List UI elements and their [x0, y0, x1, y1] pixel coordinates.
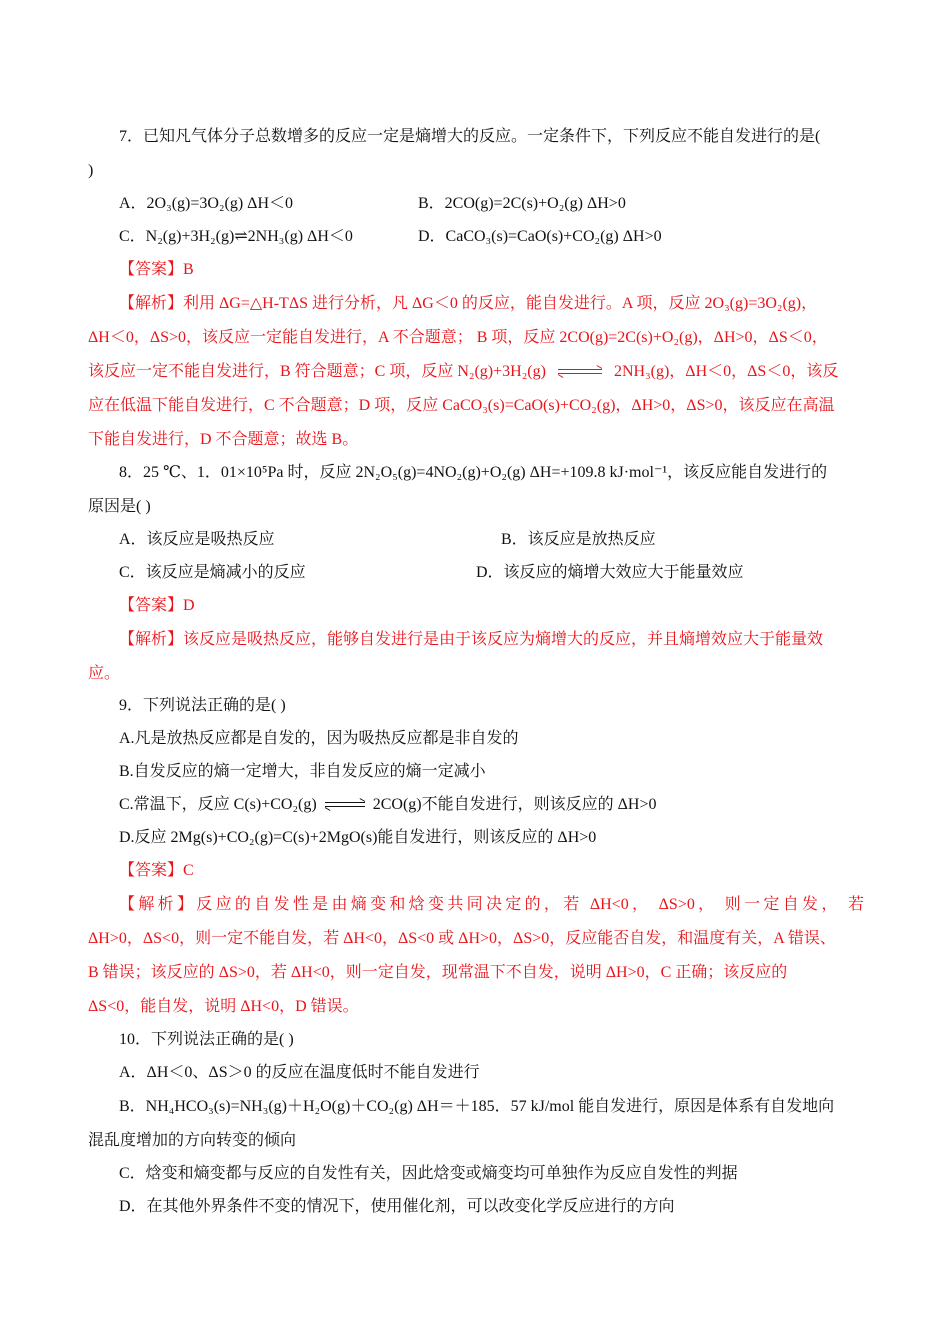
q9-analysis-line3: B 错误；该反应的 ΔS>0，若 ΔH<0，则一定自发，现常温下不自发，说明 ΔH>0，C 正确；该反应的	[88, 964, 788, 981]
q9-option-b: B.自发反应的熵一定增大，非自发反应的熵一定减小	[119, 763, 486, 780]
q7-option-a: A．2O₃(g)=3O₂(g) ΔH＜0	[119, 195, 294, 212]
q10-option-d: D．在其他外界条件不变的情况下，使用催化剂，可以改变化学反应进行的方向	[119, 1198, 675, 1215]
equilibrium-arrow-icon	[558, 368, 602, 376]
q9-analysis-line1: 【解析】反应的自发性是由熵变和焓变共同决定的，若 ΔH<0， ΔS>0， 则一定自发， 若	[119, 896, 864, 913]
q8-stem-line1: 8．25 ℃、1．01×10⁵Pa 时，反应 2N₂O₅(g)=4NO₂(g)+O₂(g) ΔH=+109.8 kJ·mol⁻¹，该反应能自发进行的	[119, 464, 828, 481]
q8-answer: 【答案】D	[119, 597, 195, 614]
q10-option-b-line2: 混乱度增加的方向转变的倾向	[88, 1132, 297, 1149]
q7-option-c: C．N₂(g)+3H₂(g)⇌2NH₃(g) ΔH＜0	[119, 228, 353, 245]
q7-answer: 【答案】B	[119, 261, 194, 278]
q9-option-c-part1: C.常温下，反应 C(s)+CO₂(g)	[119, 796, 317, 813]
q8-option-d: D．该反应的熵增大效应大于能量效应	[476, 564, 744, 581]
q9-analysis-line2: ΔH>0，ΔS<0，则一定不能自发，若 ΔH<0，ΔS<0 或 ΔH>0，ΔS>0，反应能否自发，和温度有关，A 错误、	[88, 930, 836, 947]
q9-option-c	[119, 795, 864, 815]
q7-analysis-line3-part2: 2NH₃(g)，ΔH＜0，ΔS＜0，该反	[613, 363, 839, 380]
q8-option-b: B．该反应是放热反应	[501, 531, 656, 548]
q9-option-a: A.凡是放热反应都是自发的，因为吸热反应都是非自发的	[119, 730, 519, 747]
q7-analysis-line1: 【解析】利用 ΔG=△H-TΔS 进行分析，凡 ΔG＜0 的反应，能自发进行。A 项，反应 2O₃(g)=3O₂(g)，	[119, 295, 818, 312]
q7-analysis-line2: ΔH＜0，ΔS>0，该反应一定能自发进行，A 不合题意； B 项，反应 2CO(g)=2C(s)+O₂(g)，ΔH>0，ΔS＜0，	[88, 329, 828, 346]
q7-option-b: B．2CO(g)=2C(s)+O₂(g) ΔH>0	[418, 195, 626, 212]
q7-analysis-line3	[88, 362, 864, 382]
q10-option-a: A．ΔH＜0、ΔS＞0 的反应在温度低时不能自发进行	[119, 1064, 480, 1081]
equilibrium-arrow-icon	[325, 801, 365, 809]
q9-stem: 9．下列说法正确的是( )	[119, 697, 286, 714]
q7-stem-line1: 7．已知凡气体分子总数增多的反应一定是熵增大的反应。一定条件下，下列反应不能自发进行的是(	[119, 128, 821, 145]
q9-answer: 【答案】C	[119, 862, 194, 879]
q7-analysis-line4: 应在低温下能自发进行，C 不合题意；D 项，反应 CaCO₃(s)=CaO(s)+CO₂(g)，ΔH>0，ΔS>0，该反应在高温	[88, 397, 835, 414]
q7-stem-line2: )	[88, 162, 94, 179]
q8-option-a: A．该反应是吸热反应	[119, 531, 275, 548]
q9-option-d: D.反应 2Mg(s)+CO₂(g)=C(s)+2MgO(s)能自发进行，则该反应的 ΔH>0	[119, 829, 597, 846]
q7-analysis-line3-part1: 该反应一定不能自发进行，B 符合题意；C 项，反应 N₂(g)+3H₂(g)	[88, 363, 546, 380]
q10-option-c: C．焓变和熵变都与反应的自发性有关，因此焓变或熵变均可单独作为反应自发性的判据	[119, 1165, 738, 1182]
q10-option-b-line1: B．NH₄HCO₃(s)=NH₃(g)＋H₂O(g)＋CO₂(g) ΔH＝＋185．57 kJ/mol 能自发进行，原因是体系有自发地向	[119, 1098, 835, 1115]
q8-analysis-line1: 【解析】该反应是吸热反应，能够自发进行是由于该反应为熵增大的反应，并且熵增效应大于能量效	[119, 631, 824, 648]
q7-option-d: D．CaCO₃(s)=CaO(s)+CO₂(g) ΔH>0	[418, 228, 662, 245]
q8-option-c: C．该反应是熵减小的反应	[119, 564, 306, 581]
q10-stem: 10．下列说法正确的是( )	[119, 1031, 294, 1048]
q7-analysis-line5: 下能自发进行，D 不合题意；故选 B。	[88, 431, 359, 448]
q8-stem-line2: 原因是( )	[88, 498, 151, 515]
q9-option-c-part2: 2CO(g)不能自发进行，则该反应的 ΔH>0	[372, 796, 657, 813]
q9-analysis-line4: ΔS<0，能自发，说明 ΔH<0，D 错误。	[88, 998, 359, 1015]
q8-analysis-line2: 应。	[88, 665, 121, 682]
